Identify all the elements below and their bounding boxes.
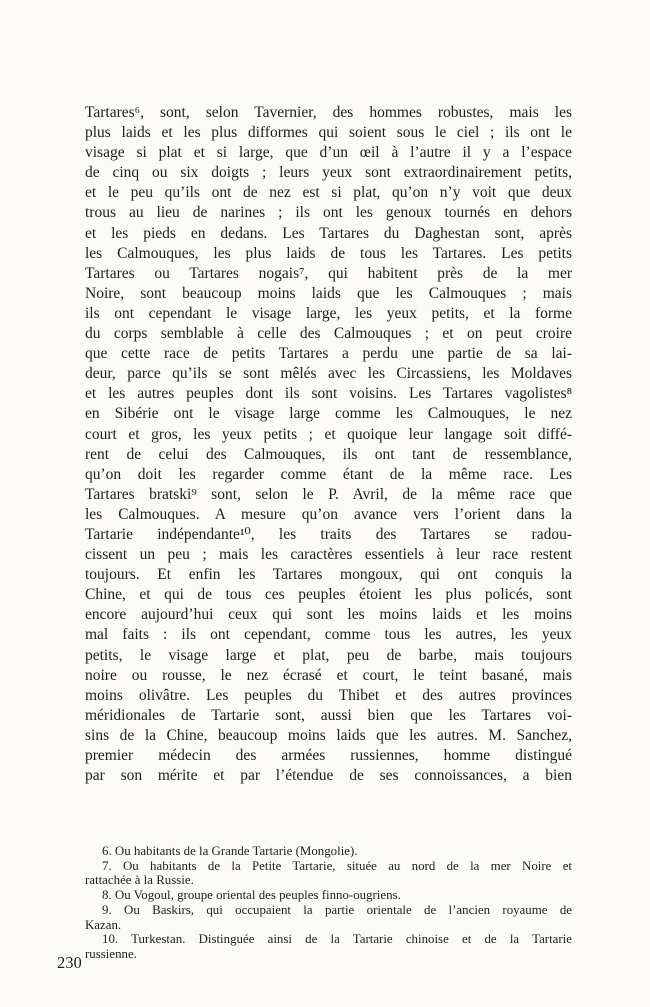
- body-line: Tartares⁶, sont, selon Tavernier, des hommes robustes, mais les: [85, 104, 572, 121]
- page-number: 230: [57, 953, 82, 972]
- body-line: petits, le visage large et plat, peu de barbe, mais toujours: [85, 646, 572, 664]
- body-line: qu’on doit les regarder comme étant de la même race. Les: [85, 465, 572, 483]
- body-line: par son mérite et par l’étendue de ses connoissances, a bien: [85, 767, 572, 785]
- body-line: et le peu qu’ils ont de nez est si plat, qu’on n’y voit que deux: [85, 184, 572, 202]
- body-line: mal faits : ils ont cependant, comme tous les autres, les yeux: [85, 626, 572, 644]
- body-line: et les autres peuples dont ils sont voisins. Les Tartares vagolistes⁸: [85, 385, 572, 403]
- body-line: les Calmouques. A mesure qu’on avance vers l’orient dans la: [85, 505, 572, 523]
- footnotes: [85, 844, 572, 962]
- body-line: plus laids et les plus difformes qui soient sous le ciel ; ils ont le: [85, 124, 572, 142]
- body-text: [85, 103, 572, 786]
- body-line: les Calmouques, les plus laids de tous les Tartares. Les petits: [85, 244, 572, 262]
- body-line: Chine, et qui de tous ces peuples étoient les plus policés, sont: [85, 586, 572, 604]
- footnote-line: 9. Ou Baskirs, qui occupaient la partie orientale de l’ancien royaume de: [102, 902, 572, 917]
- body-line: toujours. Et enfin les Tartares mongoux, qui ont conquis la: [85, 566, 572, 584]
- footnote-line: 8. Ou Vogoul, groupe oriental des peuples finno-ougriens.: [102, 888, 401, 903]
- footnote-line: 6. Ou habitants de la Grande Tartarie (Mongolie).: [102, 844, 358, 858]
- body-line: Tartarie indépendante¹⁰, les traits des Tartares se radou-: [85, 525, 572, 543]
- body-line: deur, parce qu’ils se sont mêlés avec les Circassiens, les Moldaves: [85, 365, 572, 383]
- body-line: Tartares ou Tartares nogais⁷, qui habitent près de la mer: [85, 264, 572, 282]
- body-line: trous au lieu de narines ; ils ont les genoux tournés en dehors: [85, 204, 572, 222]
- body-line: encore aujourd’hui ceux qui sont les moins laids et les moins: [85, 606, 572, 624]
- body-line: Noire, sont beaucoup moins laids que les Calmouques ; mais: [85, 284, 572, 302]
- body-line: du corps semblable à celle des Calmouques ; et on peut croire: [85, 325, 572, 343]
- footnote-line: russienne.: [85, 946, 137, 961]
- body-line: Tartares bratski⁹ sont, selon le P. Avril, de la même race que: [85, 485, 572, 503]
- body-line: de cinq ou six doigts ; leurs yeux sont extraordinairement petits,: [85, 164, 572, 182]
- body-line: visage si plat et si large, que d’un œil à l’autre il y a l’espace: [85, 144, 572, 162]
- body-line: que cette race de petits Tartares a perdu une partie de sa lai-: [85, 345, 572, 363]
- footnote-line: 7. Ou habitants de la Petite Tartarie, située au nord de la mer Noire et: [102, 858, 572, 873]
- body-line: rent de celui des Calmouques, ils ont tant de ressemblance,: [85, 445, 572, 463]
- footnote-line: rattachée à la Russie.: [85, 873, 194, 888]
- body-line: ils ont cependant le visage large, les yeux petits, et la forme: [85, 304, 572, 322]
- body-line: et les pieds en dedans. Les Tartares du Daghestan sont, après: [85, 224, 572, 242]
- body-line: moins olivâtre. Les peuples du Thibet et des autres provinces: [85, 686, 572, 704]
- body-line: cissent un peu ; mais les caractères essentiels à leur race restent: [85, 546, 572, 564]
- body-line: court et gros, les yeux petits ; et quoique leur langage soit diffé-: [85, 425, 572, 443]
- body-line: méridionales de Tartarie sont, aussi bien que les Tartares voi-: [85, 706, 572, 724]
- body-line: premier médecin des armées russiennes, homme distingué: [85, 747, 572, 764]
- body-line: noire ou rousse, le nez écrasé et court, le teint basané, mais: [85, 666, 572, 684]
- body-line: sins de la Chine, beaucoup moins laids que les autres. M. Sanchez,: [85, 726, 572, 744]
- footnote-line: 10. Turkestan. Distinguée ainsi de la Tartarie chinoise et de la Tartarie: [102, 932, 572, 947]
- footnote-line: Kazan.: [85, 917, 122, 932]
- body-line: en Sibérie ont le visage large comme les Calmouques, le nez: [85, 405, 572, 423]
